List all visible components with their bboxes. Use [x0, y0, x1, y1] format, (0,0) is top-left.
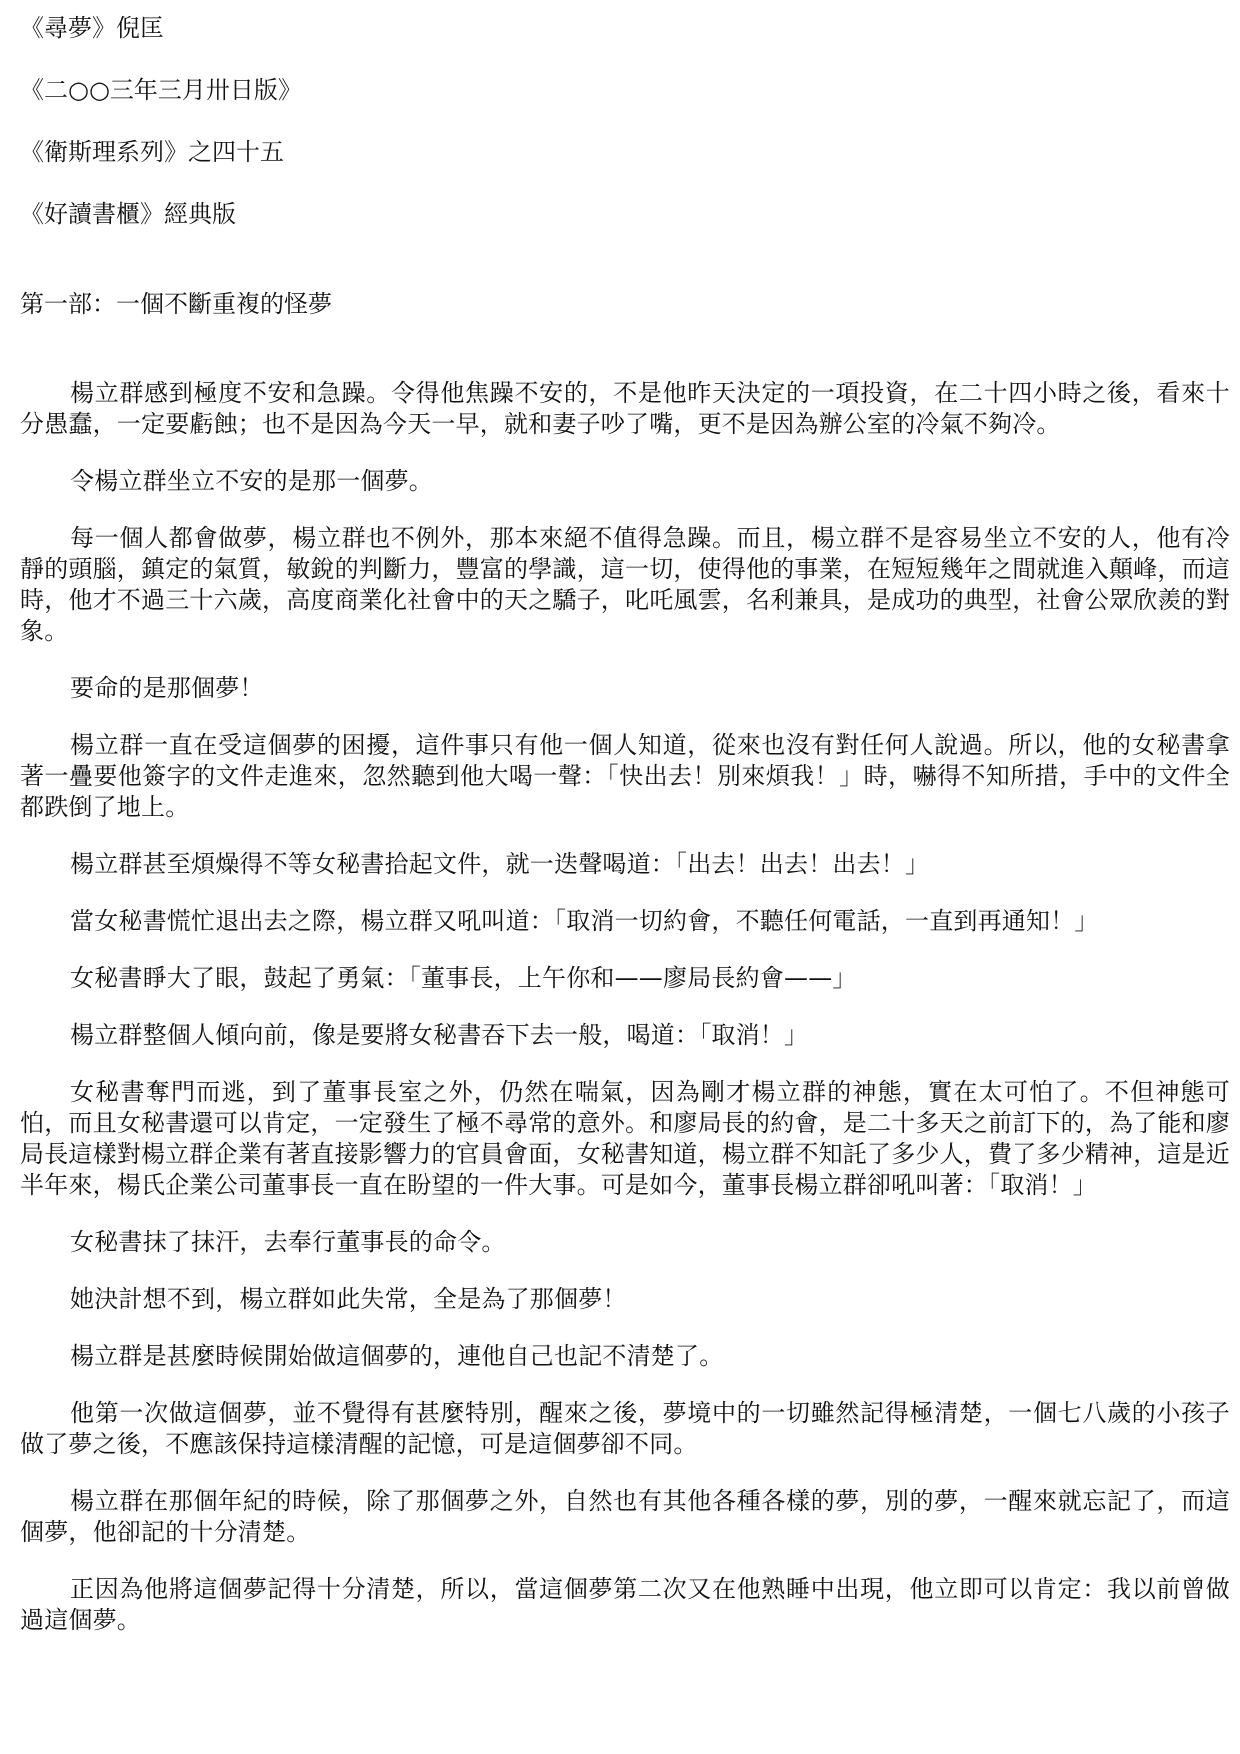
paragraph: 當女秘書慌忙退出去之際，楊立群又吼叫道：「取消一切約會，不聽任何電話，一直到再通知！」 [70, 907, 1099, 935]
paragraph: 每一個人都會做夢，楊立群也不例外，那本來絕不值得急躁。而且，楊立群不是容易坐立不安的人，他有冷靜的頭腦，鎮定的氣質，敏銳的判斷力，豐富的學識，這一切，使得他的事業，在短短幾年之間就進入顛峰，而這時，他才不過三十六歲，高度商業化社會中的天之驕子，叱吒風雲，名利兼具，是成功的典型，社會公眾欣羨的對象。 [20, 524, 1230, 645]
paragraph: 他第一次做這個夢，並不覺得有甚麼特別，醒來之後，夢境中的一切雖然記得極清楚，一個七八歲的小孩子做了夢之後，不應該保持這樣清醒的記憶，可是這個夢卻不同。 [20, 1399, 1230, 1458]
chapter-heading: 第一部：一個不斷重複的怪夢 [20, 290, 332, 318]
document-page [10, 0, 1230, 1754]
edition-date-line: 《二○○三年三月卅日版》 [20, 76, 302, 104]
publisher-line: 《好讀書櫃》經典版 [20, 200, 236, 228]
paragraph: 要命的是那個夢！ [70, 674, 264, 702]
paragraph: 楊立群是甚麼時候開始做這個夢的，連他自己也記不清楚了。 [70, 1342, 724, 1370]
paragraph: 她決計想不到，楊立群如此失常，全是為了那個夢！ [70, 1285, 627, 1313]
paragraph: 楊立群在那個年紀的時候，除了那個夢之外，自然也有其他各種各樣的夢，別的夢，一醒來就忘記了，而這個夢，他卻記的十分清楚。 [20, 1487, 1230, 1546]
paragraph: 正因為他將這個夢記得十分清楚，所以，當這個夢第二次又在他熟睡中出現，他立即可以肯定：我以前曾做過這個夢。 [20, 1575, 1230, 1634]
paragraph: 女秘書奪門而逃，到了董事長室之外，仍然在喘氣，因為剛才楊立群的神態，實在太可怕了。不但神態可怕，而且女秘書還可以肯定，一定發生了極不尋常的意外。和廖局長的約會，是二十多天之前訂下的，為了能和廖局長這樣對楊立群企業有著直接影響力的官員會面，女秘書知道，楊立群不知託了多少人，費了多少精神，這是近半年來，楊氏企業公司董事長一直在盼望的一件大事。可是如今，董事長楊立群卻吼叫著：「取消！」 [20, 1078, 1230, 1199]
chapter-body [20, 378, 1230, 1662]
paragraph: 楊立群甚至煩燥得不等女秘書拾起文件，就一迭聲喝道：「出去！出去！出去！」 [70, 850, 930, 878]
paragraph: 令楊立群坐立不安的是那一個夢。 [70, 467, 433, 495]
title-author-line: 《尋夢》倪匡 [20, 14, 164, 42]
series-line: 《衛斯理系列》之四十五 [20, 138, 284, 166]
paragraph: 楊立群一直在受這個夢的困擾，這件事只有他一個人知道，從來也沒有對任何人說過。所以，他的女秘書拿著一疊要他簽字的文件走進來，忽然聽到他大喝一聲：「快出去！別來煩我！」時，嚇得不知所措，手中的文件全都跌倒了地上。 [20, 731, 1230, 821]
paragraph: 女秘書抹了抹汗，去奉行董事長的命令。 [70, 1228, 506, 1256]
paragraph: 楊立群整個人傾向前，像是要將女秘書吞下去一般，喝道：「取消！」 [70, 1021, 809, 1049]
paragraph: 女秘書睜大了眼，鼓起了勇氣：「董事長，上午你和——廖局長約會——」 [70, 964, 857, 992]
paragraph: 楊立群感到極度不安和急躁。令得他焦躁不安的，不是他昨天決定的一項投資，在二十四小時之後，看來十分愚蠢，一定要虧蝕；也不是因為今天一早，就和妻子吵了嘴，更不是因為辦公室的冷氣不夠冷。 [20, 379, 1230, 438]
